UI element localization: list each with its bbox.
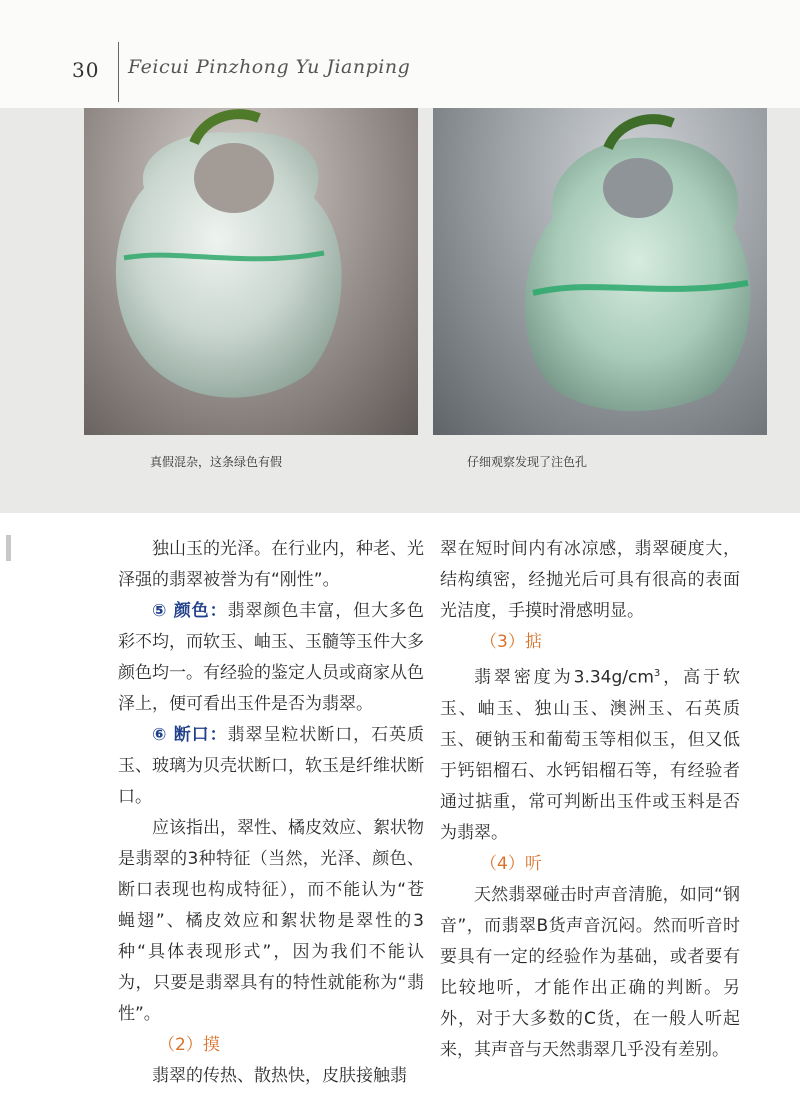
subheading-listen: （4）听 — [480, 853, 542, 874]
paragraph-touch-cont: 翠在短时间内有冰凉感，翡翠硬度大，结构缜密，经抛光后可具有很高的表面光洁度，手摸时滑感明显。 — [440, 539, 740, 621]
jade-photo-right — [433, 108, 767, 435]
item-marker: ⑥ — [152, 725, 168, 745]
item-marker: ⑤ — [152, 601, 168, 621]
paragraph-color — [118, 596, 424, 720]
subheading-touch: （2）摸 — [158, 1035, 220, 1055]
paragraph-note: 应该指出，翠性、橘皮效应、絮状物是翡翠的3种特征（当然，光泽、颜色、断口表现也构成特征），而不能认为“苍蝇翅”、橘皮效应和絮状物是翠性的3种“具体表现形式”，因为我们不能认为，只要是翡翠具有的特性就能称为“翡性”。 — [118, 818, 424, 1024]
subheading-weigh: （3）掂 — [480, 632, 542, 652]
paragraph-touch: 翡翠的传热、散热快，皮肤接触翡 — [152, 1066, 407, 1086]
paragraph-sound: 天然翡翠碰击时声音清脆，如同“钢音”，而翡翠B货声音沉闷。然而听音时要具有一定的经验作为基础，或者要有比较地听，才能作出正确的判断。另外，对于大多数的C货，在一般人听起来，其声音与天然翡翠几乎没有差别。 — [440, 884, 740, 1060]
density-exponent: 3 — [653, 668, 661, 679]
jade-pendant-image-right — [433, 108, 767, 435]
photo-caption-right: 仔细观察发现了注色孔 — [467, 455, 588, 469]
photo-band — [0, 108, 800, 513]
paragraph-density — [440, 658, 740, 849]
photo-caption-left: 真假混杂，这条绿色有假 — [150, 455, 283, 469]
paragraph-luster: 独山玉的光泽。在行业内，种老、光泽强的翡翠被誉为有“刚性”。 — [118, 539, 424, 590]
text-column-left — [118, 534, 424, 1092]
density-text-cont: ，高于软玉、岫玉、独山玉、澳洲玉、石英质玉、硬钠玉和葡萄玉等相似玉，但又低于钙铝榴石、水钙铝榴石等，有经验者通过掂重，常可判断出玉件或玉料是否为翡翠。 — [440, 667, 741, 843]
margin-mark — [6, 535, 11, 561]
text-column-right — [440, 534, 740, 1066]
header-divider — [118, 42, 119, 102]
jade-photo-left — [84, 108, 418, 435]
paragraph-fracture-text: 翡翠呈粒状断口，石英质玉、玻璃为贝壳状断口，软玉是纤维状断口。 — [118, 725, 425, 807]
running-title: Feicui Pinzhong Yu Jianping — [128, 56, 411, 78]
page-header — [0, 0, 800, 108]
paragraph-fracture — [118, 720, 424, 813]
density-text: 翡翠密度为3.34g/cm — [474, 667, 654, 688]
term-color: 颜色： — [173, 601, 228, 621]
jade-pendant-image-left — [84, 108, 418, 435]
paragraph-color-text: 翡翠颜色丰富，但大多色彩不均，而软玉、岫玉、玉髓等玉件大多颜色均一。有经验的鉴定人员或商家从色泽上，便可看出玉件是否为翡翠。 — [118, 601, 425, 714]
page-number: 30 — [72, 58, 100, 82]
term-fracture: 断口： — [173, 725, 228, 745]
